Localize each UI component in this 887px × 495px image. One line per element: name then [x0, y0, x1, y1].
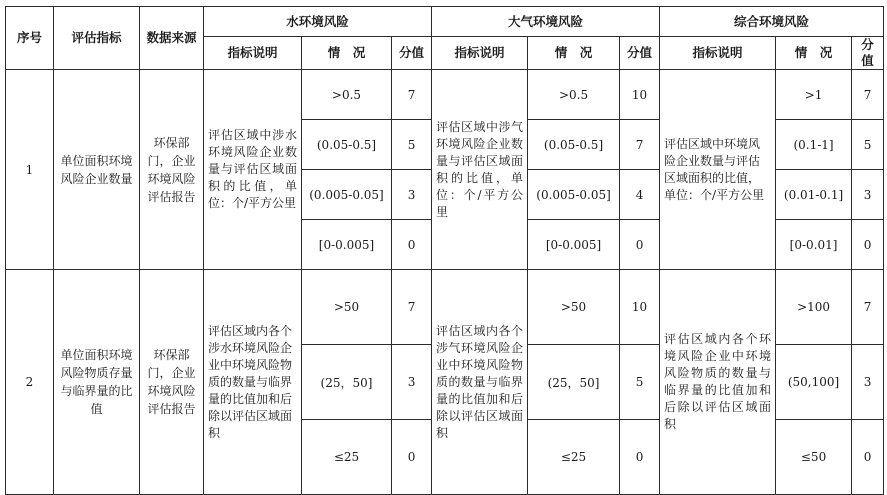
row1-l4-air-cond: [0-0.005]: [528, 220, 620, 270]
header-comprehensive-risk: 综合环境风险: [660, 7, 884, 37]
row2-l1-air-cond: >50: [528, 270, 620, 345]
row2-l3-air-cond: ≤25: [528, 420, 620, 495]
row2-comp-desc: 评估区域内各个环境风险企业中环境风险物质的数量与临界量的比值加和后除以评估区域面积: [660, 270, 776, 495]
row1-air-desc: 评估区域中涉气环境风险企业数量与评估区域面积的比值，单位：个/平方公里: [432, 70, 528, 270]
row2-l1-air-score: 10: [620, 270, 660, 345]
row1-indicator: 单位面积环境风险企业数量: [54, 70, 140, 270]
header-air-score: 分值: [620, 37, 660, 70]
header-comp-score: 分值: [852, 37, 884, 70]
header-source: 数据来源: [140, 7, 204, 70]
row1-source: 环保部门，企业环境风险评估报告: [140, 70, 204, 270]
row1-water-desc: 评估区域中涉水环境风险企业数量与评估区域面积的比值，单位：个/平方公里: [204, 70, 302, 270]
row1-l2-water-cond: (0.05-0.5]: [302, 120, 392, 170]
row2-source: 环保部门，企业环境风险评估报告: [140, 270, 204, 495]
row2-seq: 2: [6, 270, 54, 495]
row1-l3-air-score: 4: [620, 170, 660, 220]
row1-comp-desc: 评估区域中环境风险企业数量与评估区域面积的比值，单位：个/平方公里: [660, 70, 776, 270]
header-indicator: 评估指标: [54, 7, 140, 70]
row1-l4-air-score: 0: [620, 220, 660, 270]
header-water-risk: 水环境风险: [204, 7, 432, 37]
row1-l2-comp-cond: (0.1-1]: [776, 120, 852, 170]
row2-l3-comp-score: 0: [852, 420, 884, 495]
row2-l1-water-cond: >50: [302, 270, 392, 345]
row1-l1-comp-cond: >1: [776, 70, 852, 120]
row1-l4-water-cond: [0-0.005]: [302, 220, 392, 270]
environmental-risk-table: [5, 6, 884, 495]
header-row-top: [6, 7, 884, 37]
row2-l3-water-score: 0: [392, 420, 432, 495]
row1-l4-comp-cond: [0-0.01]: [776, 220, 852, 270]
row1-l3-water-cond: (0.005-0.05]: [302, 170, 392, 220]
row1-l1-water-cond: >0.5: [302, 70, 392, 120]
row1-l2-air-cond: (0.05-0.5]: [528, 120, 620, 170]
row1-l1-air-cond: >0.5: [528, 70, 620, 120]
header-air-cond: 情 况: [528, 37, 620, 70]
row2-indicator: 单位面积环境风险物质存量与临界量的比值: [54, 270, 140, 495]
row2-l2-air-score: 5: [620, 345, 660, 420]
row2-l3-air-score: 0: [620, 420, 660, 495]
row2-l2-water-score: 3: [392, 345, 432, 420]
row1-l1-comp-score: 7: [852, 70, 884, 120]
row2-l3-water-cond: ≤25: [302, 420, 392, 495]
row1-l4-water-score: 0: [392, 220, 432, 270]
header-air-desc: 指标说明: [432, 37, 528, 70]
header-water-desc: 指标说明: [204, 37, 302, 70]
row1-l2-water-score: 5: [392, 120, 432, 170]
row1-l3-comp-score: 3: [852, 170, 884, 220]
row1-l1-water-score: 7: [392, 70, 432, 120]
row1-seq: 1: [6, 70, 54, 270]
row1-l1-air-score: 10: [620, 70, 660, 120]
row1-l3-air-cond: (0.005-0.05]: [528, 170, 620, 220]
header-seq: 序号: [6, 7, 54, 70]
row2-l2-comp-cond: (50,100]: [776, 345, 852, 420]
row2-l1-comp-score: 7: [852, 270, 884, 345]
row2-l3-comp-cond: ≤50: [776, 420, 852, 495]
row2-l1-water-score: 7: [392, 270, 432, 345]
row1-l3-comp-cond: (0.01-0.1]: [776, 170, 852, 220]
row1-l2-comp-score: 5: [852, 120, 884, 170]
row1-l3-water-score: 3: [392, 170, 432, 220]
row1-l2-air-score: 7: [620, 120, 660, 170]
row2-l2-air-cond: (25，50]: [528, 345, 620, 420]
row2-l2-water-cond: (25，50]: [302, 345, 392, 420]
table-row: [6, 70, 884, 120]
risk-table-container: [5, 6, 884, 495]
row2-air-desc: 评估区域内各个涉气环境风险企业中环境风险物质的数量与临界量的比值加和后除以评估区域面积: [432, 270, 528, 495]
row2-l2-comp-score: 3: [852, 345, 884, 420]
header-water-score: 分值: [392, 37, 432, 70]
row2-water-desc: 评估区域内各个涉水环境风险企业中环境风险物质的数量与临界量的比值加和后除以评估区域面积: [204, 270, 302, 495]
table-row: [6, 270, 884, 345]
header-water-cond: 情 况: [302, 37, 392, 70]
header-air-risk: 大气环境风险: [432, 7, 660, 37]
row1-l4-comp-score: 0: [852, 220, 884, 270]
header-comp-desc: 指标说明: [660, 37, 776, 70]
row2-l1-comp-cond: >100: [776, 270, 852, 345]
header-comp-cond: 情 况: [776, 37, 852, 70]
